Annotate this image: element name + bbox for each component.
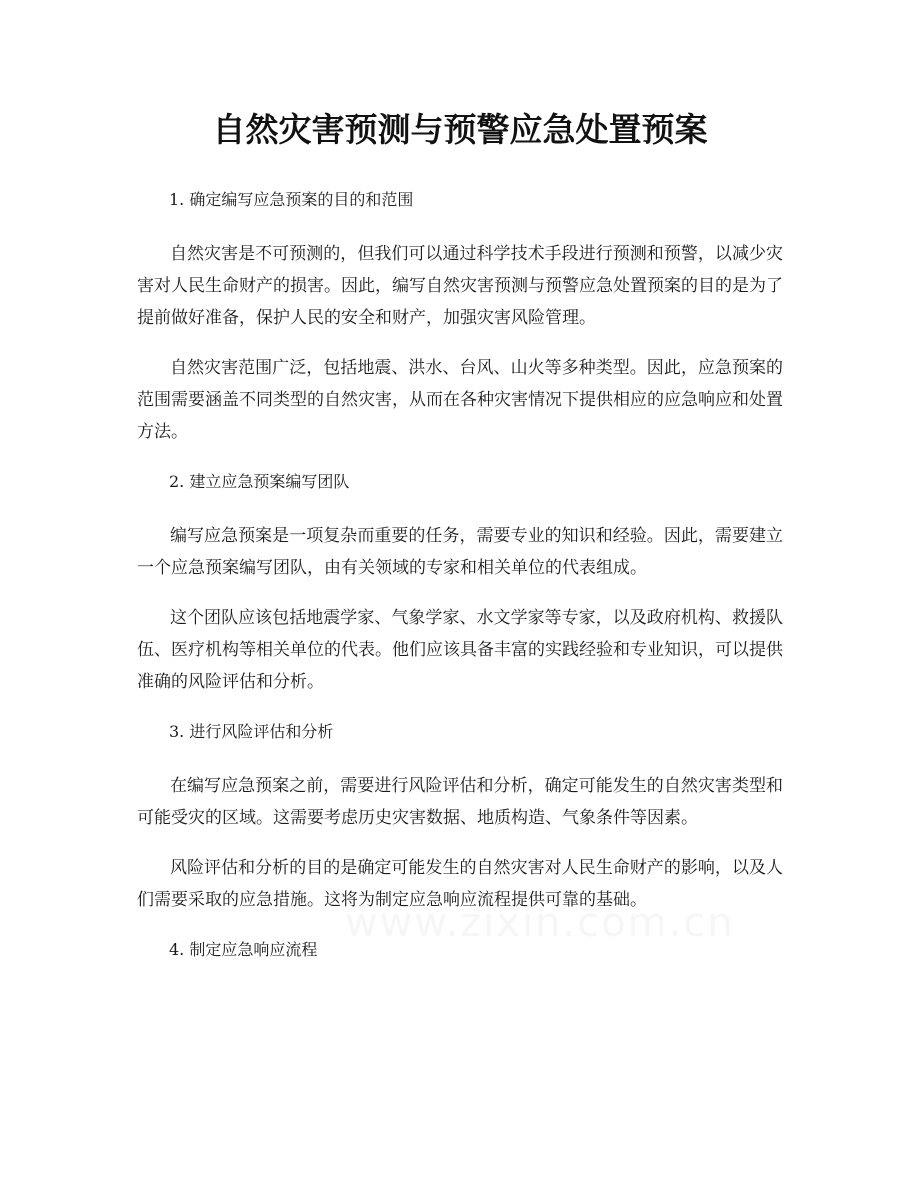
watermark: www.zixin.com.cn — [345, 900, 735, 946]
section-heading-3: 3. 进行风险评估和分析 — [169, 722, 334, 741]
section-heading-1: 1. 确定编写应急预案的目的和范围 — [169, 190, 414, 209]
document-body — [137, 184, 783, 988]
document-title: 自然灾害预测与预警应急处置预案 — [212, 110, 708, 149]
section-1-paragraph-2: 自然灾害范围广泛，包括地震、洪水、台风、山火等多种类型。因此，应急预案的范围需要涵盖不同类型的自然灾害，从而在各种灾害情况下提供相应的应急响应和处置方法。 — [137, 358, 783, 442]
section-heading-4: 4. 制定应急响应流程 — [169, 940, 318, 959]
section-2-paragraph-1: 编写应急预案是一项复杂而重要的任务，需要专业的知识和经验。因此，需要建立一个应急预案编写团队，由有关领域的专家和相关单位的代表组成。 — [137, 526, 783, 578]
section-2-paragraph-2: 这个团队应该包括地震学家、气象学家、水文学家等专家，以及政府机构、救援队伍、医疗机构等相关单位的代表。他们应该具备丰富的实践经验和专业知识，可以提供准确的风险评估和分析。 — [137, 608, 783, 692]
section-3-paragraph-2: 风险评估和分析的目的是确定可能发生的自然灾害对人民生命财产的影响，以及人们需要采取的应急措施。这将为制定应急响应流程提供可靠的基础。 — [137, 858, 783, 910]
section-heading-2: 2. 建立应急预案编写团队 — [169, 472, 350, 491]
section-1-paragraph-1: 自然灾害是不可预测的，但我们可以通过科学技术手段进行预测和预警，以减少灾害对人民生命财产的损害。因此，编写自然灾害预测与预警应急处置预案的目的是为了提前做好准备，保护人民的安全和财产，加强灾害风险管理。 — [137, 244, 783, 328]
section-3-paragraph-1: 在编写应急预案之前，需要进行风险评估和分析，确定可能发生的自然灾害类型和可能受灾的区域。这需要考虑历史灾害数据、地质构造、气象条件等因素。 — [137, 776, 783, 828]
